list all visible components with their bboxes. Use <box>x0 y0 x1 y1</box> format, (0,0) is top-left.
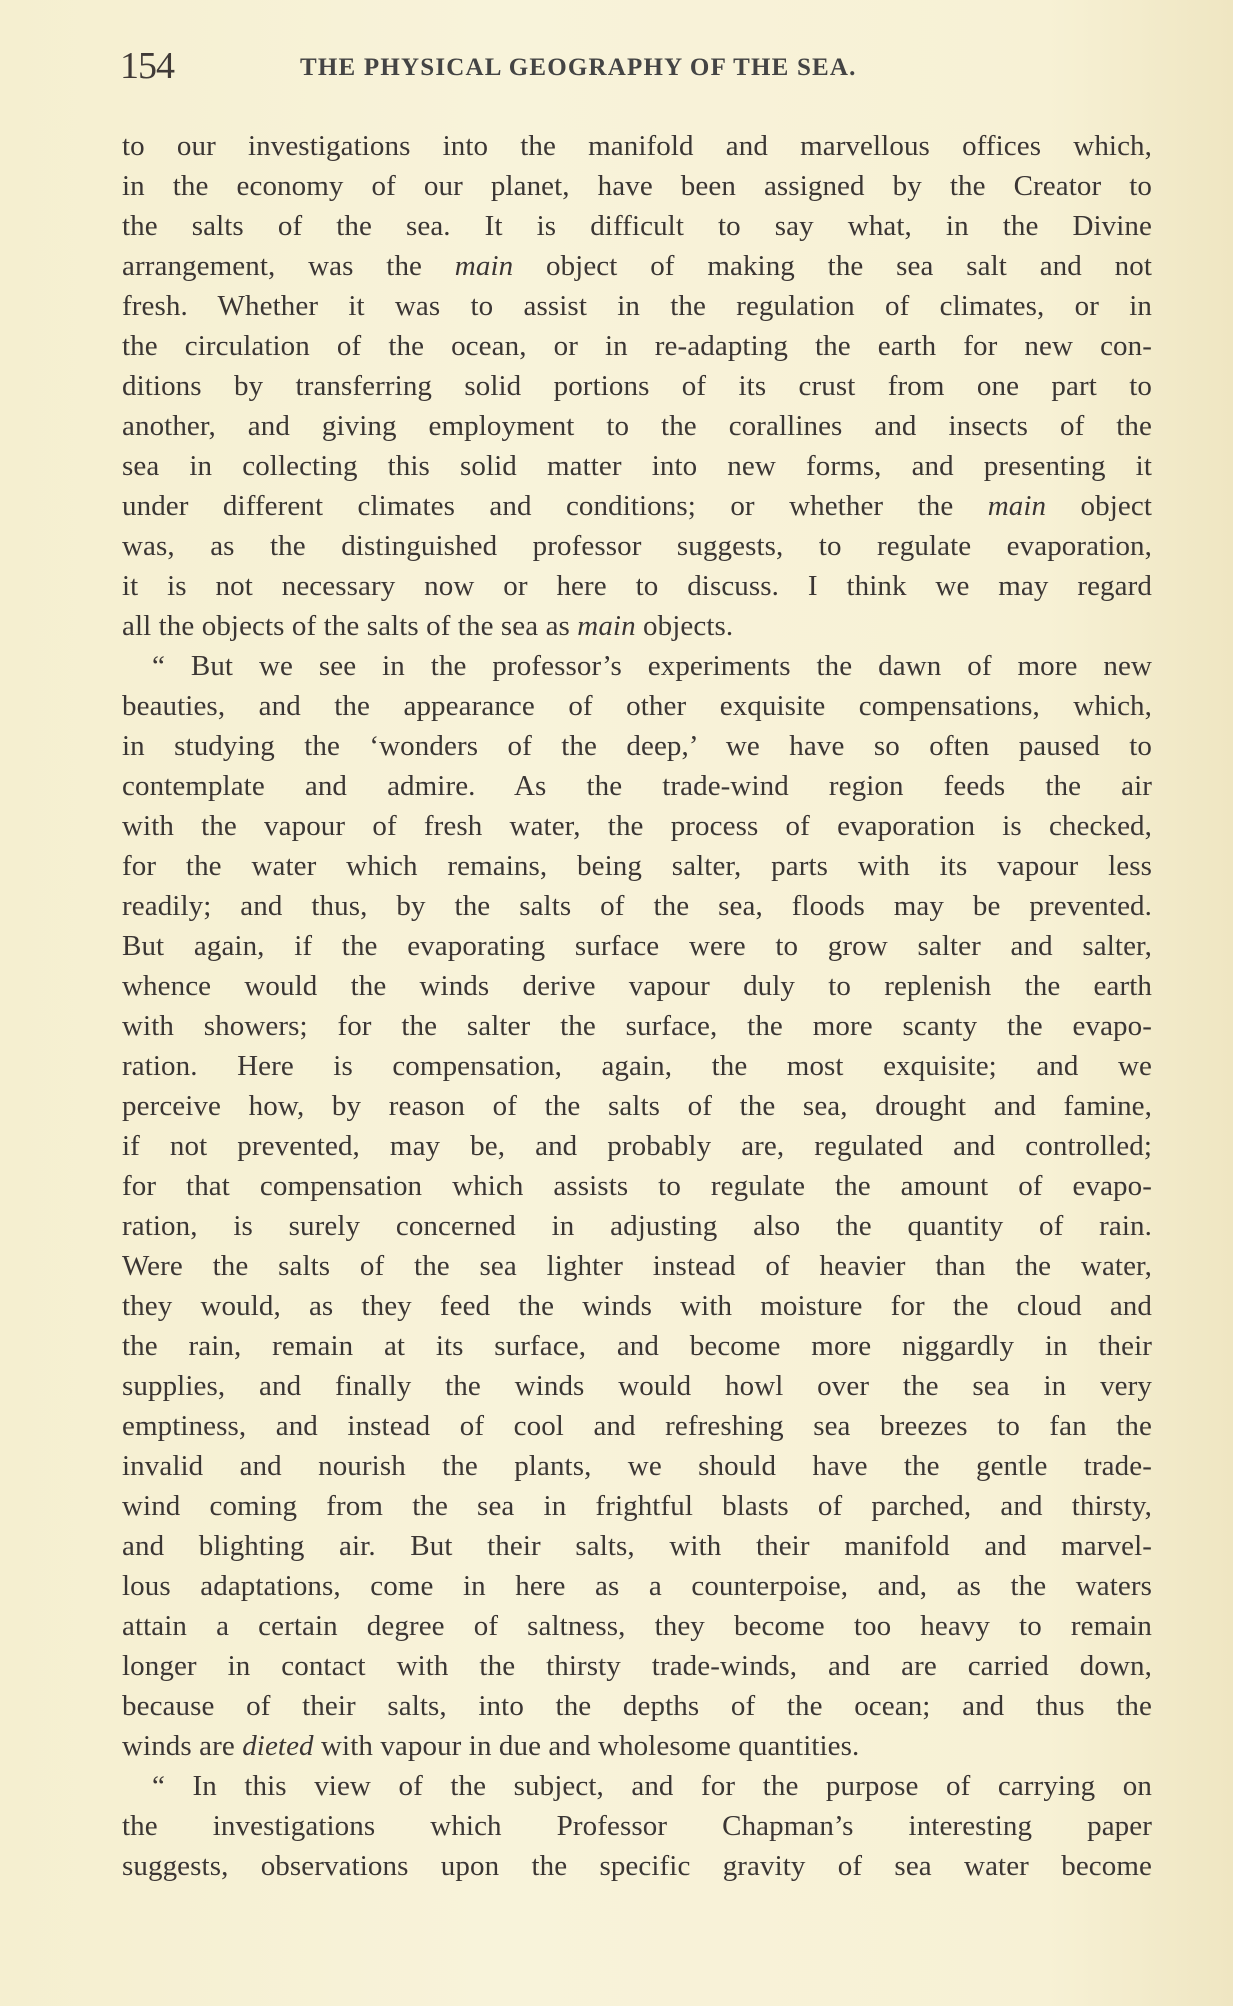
text-segment: ditions by transferring solid portions of its crust from one part to <box>122 370 1152 402</box>
text-segment: to our investigations into the manifold and marvellous offices which, <box>122 130 1152 162</box>
text-segment: objects. <box>635 610 734 642</box>
text-segment: ration, is surely concerned in adjusting also the quantity of rain. <box>122 1210 1152 1242</box>
text-line <box>122 286 1152 326</box>
text-segment: under different climates and conditions; or whether the <box>122 490 988 522</box>
text-segment: readily; and thus, by the salts of the sea, floods may be prevented. <box>122 890 1152 922</box>
text-line <box>122 526 1152 566</box>
text-segment: suggests, observations upon the specific gravity of sea water become <box>122 1850 1152 1882</box>
text-segment: because of their salts, into the depths of the ocean; and thus the <box>122 1690 1152 1722</box>
text-line <box>122 1126 1152 1166</box>
text-line <box>122 926 1152 966</box>
text-segment: “ But we see in the professor’s experiments the dawn of more new <box>152 650 1152 682</box>
text-line <box>122 1406 1152 1446</box>
text-line <box>122 1086 1152 1126</box>
italic-emphasis: main <box>454 250 514 282</box>
text-segment: ration. Here is compensation, again, the most exquisite; and we <box>122 1050 1152 1082</box>
text-segment: object of making the sea salt and not <box>513 250 1152 282</box>
text-segment: all the objects of the salts of the sea as <box>122 610 578 642</box>
text-segment: arrangement, was the <box>122 250 455 282</box>
text-line <box>122 1046 1152 1086</box>
text-segment: it is not necessary now or here to discuss. I think we may regard <box>122 570 1152 602</box>
running-head <box>120 44 1040 94</box>
text-line <box>122 1366 1152 1406</box>
italic-emphasis: main <box>577 610 636 642</box>
text-segment: with the vapour of fresh water, the process of evaporation is checked, <box>122 810 1152 842</box>
text-segment: contemplate and admire. As the trade-wind region feeds the air <box>122 770 1152 802</box>
text-segment: invalid and nourish the plants, we should have the gentle trade- <box>122 1450 1152 1482</box>
text-segment: Were the salts of the sea lighter instead of heavier than the water, <box>122 1250 1152 1282</box>
text-segment: if not prevented, may be, and probably are, regulated and controlled; <box>122 1130 1152 1162</box>
text-line <box>122 1206 1152 1246</box>
text-line <box>122 686 1152 726</box>
text-line <box>122 606 1152 646</box>
text-line <box>122 1326 1152 1366</box>
italic-emphasis: dieted <box>242 1730 314 1762</box>
text-segment: fresh. Whether it was to assist in the regulation of climates, or in <box>122 290 1152 322</box>
text-line <box>122 1246 1152 1286</box>
text-line <box>122 846 1152 886</box>
text-line <box>122 1606 1152 1646</box>
text-line <box>122 1286 1152 1326</box>
text-segment: for the water which remains, being salter, parts with its vapour less <box>122 850 1152 882</box>
text-line <box>122 646 1152 686</box>
text-segment: emptiness, and instead of cool and refreshing sea breezes to fan the <box>122 1410 1152 1442</box>
text-segment: the salts of the sea. It is difficult to say what, in the Divine <box>122 210 1152 242</box>
text-segment: with vapour in due and wholesome quantities. <box>313 1730 860 1762</box>
text-segment: in studying the ‘wonders of the deep,’ we have so often paused to <box>122 730 1152 762</box>
text-segment: for that compensation which assists to regulate the amount of evapo- <box>122 1170 1152 1202</box>
text-line <box>122 1446 1152 1486</box>
text-segment: But again, if the evaporating surface were to grow salter and salter, <box>122 930 1152 962</box>
running-title: THE PHYSICAL GEOGRAPHY OF THE SEA. <box>300 54 857 81</box>
text-line <box>122 406 1152 446</box>
text-line <box>122 1766 1152 1806</box>
italic-emphasis: main <box>987 490 1047 522</box>
text-line <box>122 1806 1152 1846</box>
text-line <box>122 1686 1152 1726</box>
text-segment: was, as the distinguished professor suggests, to regulate evaporation, <box>122 530 1152 562</box>
text-segment: the rain, remain at its surface, and become more niggardly in their <box>122 1330 1152 1362</box>
text-segment: beauties, and the appearance of other exquisite compensations, which, <box>122 690 1152 722</box>
text-segment: sea in collecting this solid matter into new forms, and presenting it <box>122 450 1152 482</box>
text-segment: perceive how, by reason of the salts of the sea, drought and famine, <box>122 1090 1152 1122</box>
text-line <box>122 1646 1152 1686</box>
text-line <box>122 726 1152 766</box>
text-line <box>122 806 1152 846</box>
text-segment: they would, as they feed the winds with moisture for the cloud and <box>122 1290 1152 1322</box>
text-line <box>122 246 1152 286</box>
text-line <box>122 166 1152 206</box>
text-segment: lous adaptations, come in here as a counterpoise, and, as the waters <box>122 1570 1152 1602</box>
text-segment: whence would the winds derive vapour duly to replenish the earth <box>122 970 1152 1002</box>
text-line <box>122 206 1152 246</box>
text-line <box>122 1166 1152 1206</box>
text-segment: “ In this view of the subject, and for the purpose of carrying on <box>152 1770 1152 1802</box>
text-line <box>122 1726 1152 1766</box>
text-segment: attain a certain degree of saltness, they become too heavy to remain <box>122 1610 1152 1642</box>
text-line <box>122 366 1152 406</box>
text-line <box>122 966 1152 1006</box>
text-segment: with showers; for the salter the surface, the more scanty the evapo- <box>122 1010 1152 1042</box>
text-segment: winds are <box>122 1730 243 1762</box>
text-segment: wind coming from the sea in frightful blasts of parched, and thirsty, <box>122 1490 1152 1522</box>
text-line <box>122 486 1152 526</box>
text-line <box>122 1566 1152 1606</box>
text-line <box>122 1006 1152 1046</box>
body-text <box>122 126 1152 1886</box>
text-line <box>122 1846 1152 1886</box>
text-line <box>122 326 1152 366</box>
text-line <box>122 566 1152 606</box>
text-segment: supplies, and finally the winds would howl over the sea in very <box>122 1370 1152 1402</box>
text-segment: and blighting air. But their salts, with their manifold and marvel- <box>122 1530 1152 1562</box>
text-segment: another, and giving employment to the corallines and insects of the <box>122 410 1152 442</box>
page-number: 154 <box>120 45 174 87</box>
text-line <box>122 886 1152 926</box>
text-line <box>122 1486 1152 1526</box>
text-line <box>122 1526 1152 1566</box>
text-line <box>122 446 1152 486</box>
text-segment: the investigations which Professor Chapman’s interesting paper <box>122 1810 1152 1842</box>
text-line <box>122 766 1152 806</box>
text-line <box>122 126 1152 166</box>
text-segment: in the economy of our planet, have been assigned by the Creator to <box>122 170 1152 202</box>
text-segment: object <box>1046 490 1153 522</box>
text-segment: longer in contact with the thirsty trade-winds, and are carried down, <box>122 1650 1152 1682</box>
text-segment: the circulation of the ocean, or in re-adapting the earth for new con- <box>122 330 1152 362</box>
